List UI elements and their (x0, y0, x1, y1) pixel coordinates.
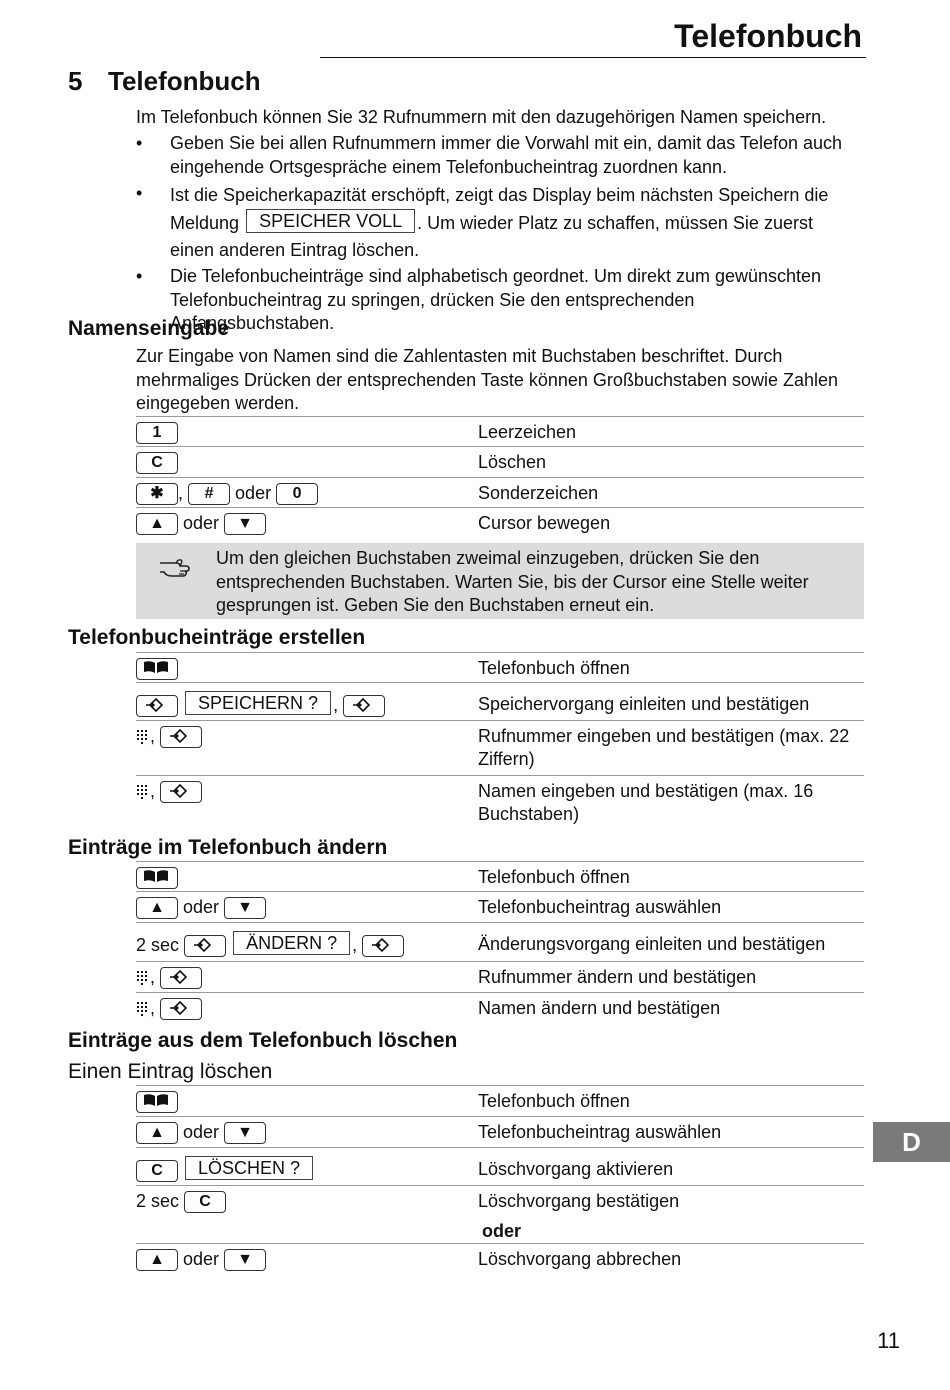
arrow-diamond-icon (343, 695, 385, 717)
table-row (136, 1243, 864, 1274)
oder-text: oder (183, 1122, 220, 1142)
key-c: C (136, 1160, 178, 1182)
table-row (136, 652, 864, 683)
keypad-icon (136, 728, 150, 746)
table-row (136, 682, 864, 721)
keypad-icon (136, 1000, 150, 1018)
row-description: Sonderzeichen (478, 483, 599, 503)
section-heading: Einträge im Telefonbuch ändern (68, 836, 388, 859)
oder-text: oder (183, 1249, 220, 1269)
pointing-hand-icon (158, 555, 192, 581)
down-arrow-key: ▼ (224, 1122, 266, 1144)
key-c: C (184, 1191, 226, 1213)
chapter-title: Telefonbuch (108, 66, 261, 96)
duration-text: 2 sec (136, 935, 180, 955)
bullet-text: Die Telefonbucheinträge sind alphabetisch geordnet. Um direkt zum gewünschten Telefonbucheintrag zu springen, drücken Sie den entsprechenden Anfangsbuchstaben. (170, 266, 822, 333)
table-row (136, 861, 864, 892)
bullet-item (136, 182, 861, 264)
row-description: Löschvorgang aktivieren (478, 1159, 674, 1179)
bullet-item (136, 132, 861, 179)
row-description: Löschvorgang bestätigen (478, 1191, 680, 1211)
bullet-dot: • (136, 183, 143, 203)
comma-text: , (333, 695, 339, 715)
bullet-text: Geben Sie bei allen Rufnummern immer die Vorwahl mit ein, damit das Telefon auch eingehende Ortsgespräche einem Telefonbucheintrag zuordnen kann. (170, 133, 843, 177)
row-description: Telefonbuch öffnen (478, 867, 630, 887)
bullet-text: Ist die Speicherkapazität erschöpft, zeigt das Display beim nächsten Speichern die Meldung (170, 185, 829, 233)
table-row (136, 891, 864, 923)
chapter-heading (68, 66, 261, 97)
row-description: Löschvorgang abbrechen (478, 1249, 682, 1269)
language-tab: D (873, 1122, 950, 1162)
hint-text: Um den gleichen Buchstaben zweimal einzugeben, drücken Sie den entsprechenden Buchstaben. Warten Sie, bis der Cursor eine Stelle weiter gesprungen ist. Geben Sie den Buchstaben erneut ein. (216, 548, 809, 615)
comma-text: , (150, 726, 156, 746)
key-0: 0 (276, 483, 318, 505)
comma-text: , (150, 967, 156, 987)
open-book-icon (136, 658, 178, 680)
row-description: Cursor bewegen (478, 513, 611, 533)
row-description: Telefonbucheintrag auswählen (478, 897, 722, 917)
star-key: ✱ (136, 483, 178, 505)
down-arrow-key: ▼ (224, 1249, 266, 1271)
up-arrow-key: ▲ (136, 897, 178, 919)
keypad-icon (136, 783, 150, 801)
oder-text: oder (183, 513, 220, 533)
arrow-diamond-icon (362, 935, 404, 957)
row-description: Rufnummer ändern und bestätigen (478, 967, 757, 987)
bullet-dot: • (136, 133, 143, 153)
table-row (136, 922, 864, 962)
display-message: SPEICHERN ? (185, 691, 331, 715)
bullet-dot: • (136, 266, 143, 286)
row-description: Löschen (478, 452, 547, 472)
duration-text: 2 sec (136, 1191, 180, 1211)
down-arrow-key: ▼ (224, 897, 266, 919)
page-header-title: Telefonbuch (674, 18, 862, 54)
row-description: Telefonbuch öffnen (478, 1091, 630, 1111)
table-row (136, 1185, 864, 1244)
or-label: oder (482, 1221, 522, 1241)
keypad-icon (136, 969, 150, 987)
subsection-heading: Einen Eintrag löschen (68, 1060, 273, 1083)
display-message: ÄNDERN ? (233, 931, 350, 955)
header-rule (320, 57, 866, 58)
table-row (136, 961, 864, 993)
table-row (136, 775, 864, 831)
table-row (136, 1116, 864, 1148)
comma-text: , (178, 483, 184, 503)
chapter-number: 5 (68, 66, 83, 96)
row-description: Leerzeichen (478, 422, 577, 442)
bullet-text: . Um wieder Platz zu schaffen, müssen Sie zuerst einen anderen Eintrag löschen. (170, 213, 813, 260)
comma-text: , (150, 781, 156, 801)
row-description: Telefonbucheintrag auswählen (478, 1122, 722, 1142)
open-book-icon (136, 867, 178, 889)
arrow-diamond-icon (136, 695, 178, 717)
arrow-diamond-icon (160, 998, 202, 1020)
display-message: LÖSCHEN ? (185, 1156, 313, 1180)
section-heading: Telefonbucheinträge erstellen (68, 626, 366, 649)
row-description: Speichervorgang einleiten und bestätigen (478, 694, 810, 714)
arrow-diamond-icon (160, 726, 202, 748)
section-heading: Namenseingabe (68, 317, 230, 340)
arrow-diamond-icon (184, 935, 226, 957)
page-number: 11 (877, 1328, 900, 1353)
down-arrow-key: ▼ (224, 513, 266, 535)
up-arrow-key: ▲ (136, 1249, 178, 1271)
hint-box (136, 543, 864, 619)
table-row (136, 720, 864, 776)
arrow-diamond-icon (160, 781, 202, 803)
open-book-icon (136, 1091, 178, 1113)
arrow-diamond-icon (160, 967, 202, 989)
up-arrow-key: ▲ (136, 513, 178, 535)
table-row (136, 1147, 864, 1186)
row-description: Namen eingeben und bestätigen (max. 16 Buchstaben) (478, 781, 814, 824)
table-row (136, 416, 864, 447)
row-description: Änderungsvorgang einleiten und bestätigen (478, 934, 826, 954)
row-description: Rufnummer eingeben und bestätigen (max. 22 Ziffern) (478, 726, 850, 769)
comma-text: , (352, 935, 358, 955)
intro-text: Im Telefonbuch können Sie 32 Rufnummern mit den dazugehörigen Namen speichern. (136, 107, 827, 127)
section-heading: Einträge aus dem Telefonbuch löschen (68, 1029, 458, 1052)
section-text: Zur Eingabe von Namen sind die Zahlentasten mit Buchstaben beschriftet. Durch mehrmaliges Drücken der entsprechenden Taste können Großbuchstaben sowie Zahlen eingegeben werden. (136, 346, 839, 413)
oder-text: oder (235, 483, 272, 503)
row-description: Telefonbuch öffnen (478, 658, 630, 678)
bullet-item (136, 265, 861, 336)
oder-text: oder (183, 897, 220, 917)
table-row (136, 446, 864, 477)
comma-text: , (150, 998, 156, 1018)
row-description: Namen ändern und bestätigen (478, 998, 721, 1018)
table-row (136, 477, 864, 508)
table-row (136, 1085, 864, 1117)
table-row (136, 992, 864, 1023)
key-c: C (136, 452, 178, 474)
table-row (136, 507, 864, 542)
key-1: 1 (136, 422, 178, 444)
up-arrow-key: ▲ (136, 1122, 178, 1144)
display-message: SPEICHER VOLL (246, 209, 415, 233)
hash-key: # (188, 483, 230, 505)
